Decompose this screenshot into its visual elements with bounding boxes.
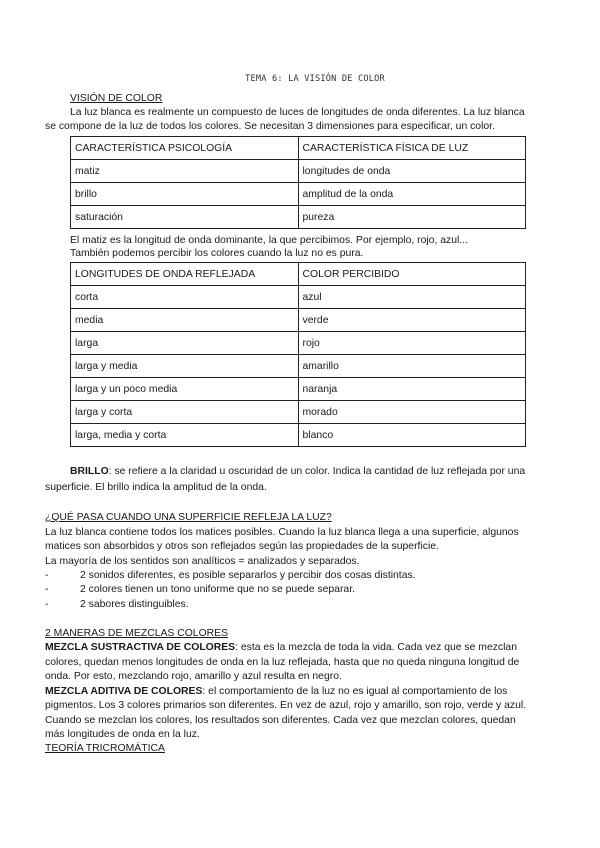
table-cell: verde [298,309,526,332]
paragraph-line: se compone de la luz de todos los colores. Se necesitan 3 dimensiones para especificar, un color. [45,121,495,132]
term-brillo: BRILLO [70,466,109,477]
table-cell: larga [71,332,299,355]
table-row [71,309,526,332]
paragraph-line [45,641,517,654]
table-cell: amarillo [298,355,526,378]
term-additive: MEZCLA ADITIVA DE COLORES [45,686,203,697]
characteristics-table [70,136,526,229]
bullet-dash: - [45,599,49,610]
paragraph-line: pigmentos. Los 3 colores primarios son diferentes. En vez de azul, rojo y amarillo, son rojo, verde y azul. [45,700,527,711]
additive-text: : el comportamiento de la luz no es igual al comportamiento de los [202,686,508,697]
subtractive-text: : esta es la mezcla de toda la vida. Cada vez que se mezclan [235,642,517,653]
table-row [71,401,526,424]
paragraph-line: El matiz es la longitud de onda dominante, la que percibimos. Por ejemplo, rojo, azul... [70,235,468,246]
table-cell: corta [71,286,299,309]
table-header-cell: COLOR PERCIBIDO [298,263,526,286]
table-cell: azul [298,286,526,309]
table-cell: saturación [71,206,299,229]
table-row [71,183,526,206]
table-cell: matiz [71,160,299,183]
section-heading-trichromatic: TEORÍA TRICROMÁTICA [45,743,165,754]
paragraph-line: colores, quedan menos longitudes de onda en la luz reflejada, hasta que no queda ninguna longitud de [45,657,520,668]
list-item [45,583,355,596]
table-cell: longitudes de onda [298,160,526,183]
table-cell: larga y corta [71,401,299,424]
section-heading-reflection: ¿QUÉ PASA CUANDO UNA SUPERFICIE REFLEJA LA LUZ? [45,512,332,523]
paragraph-line [70,465,525,478]
table-header-cell: LONGITUDES DE ONDA REFLEJADA [71,263,299,286]
table-row [71,424,526,447]
table-cell: naranja [298,378,526,401]
list-item-text: 2 sabores distinguibles. [80,599,189,610]
table-row [71,332,526,355]
table-row [71,355,526,378]
table-header-cell: CARACTERÍSTICA FÍSICA DE LUZ [298,137,526,160]
list-item-text: 2 sonidos diferentes, es posible separarlos y percibir dos cosas distintas. [80,570,416,581]
paragraph-line: superficie. El brillo indica la amplitud de la onda. [45,482,267,493]
paragraph-line: matices son absorbidos y otros son reflejados según las propiedades de la superficie. [45,541,439,552]
paragraph-line [45,685,507,698]
list-item-text: 2 colores tienen un tono uniforme que no se puede separar. [80,584,355,595]
page-title: TEMA 6: LA VISIÓN DE COLOR [245,74,385,84]
paragraph-line: más longitudes de onda en la luz. [45,729,200,740]
bullet-dash: - [45,570,49,581]
table-header-row [71,263,526,286]
paragraph-line: La mayoría de los sentidos son analíticos = analizados y separados. [45,556,360,567]
table-cell: larga, media y corta [71,424,299,447]
paragraph-line: Cuando se mezclan los colores, los resultados son diferentes. Cada vez que mezclan colores, quedan [45,715,516,726]
table-row [71,206,526,229]
paragraph-line: La luz blanca es realmente un compuesto de luces de longitudes de onda diferentes. La luz blanca [70,107,525,118]
table-row [71,286,526,309]
brillo-text: : se refiere a la claridad u oscuridad de un color. Indica la cantidad de luz reflejada por una [108,466,526,477]
list-item [45,569,416,582]
table-cell: brillo [71,183,299,206]
table-cell: amplitud de la onda [298,183,526,206]
table-cell: larga y media [71,355,299,378]
table-cell: rojo [298,332,526,355]
table-cell: morado [298,401,526,424]
table-header-cell: CARACTERÍSTICA PSICOLOGÍA [71,137,299,160]
table-row [71,160,526,183]
section-heading-vision-color: VISIÓN DE COLOR [70,93,163,104]
table-cell: larga y un poco media [71,378,299,401]
table-header-row [71,137,526,160]
table-row [71,378,526,401]
table-cell: pureza [298,206,526,229]
term-subtractive: MEZCLA SUSTRACTIVA DE COLORES [45,642,236,653]
paragraph-line: También podemos percibir los colores cuando la luz no es pura. [70,248,364,259]
table-cell: media [71,309,299,332]
list-item [45,598,189,611]
section-heading-mixing: 2 MANERAS DE MEZCLAS COLORES [45,628,229,639]
paragraph-line: onda. Por esto, mezclando rojo, amarillo y azul resulta en negro. [45,671,342,682]
paragraph-line: La luz blanca contiene todos los matices posibles. Cuando la luz blanca llega a una superficie, algunos [45,527,519,538]
wavelength-color-table [70,262,526,447]
table-cell: blanco [298,424,526,447]
bullet-dash: - [45,584,49,595]
